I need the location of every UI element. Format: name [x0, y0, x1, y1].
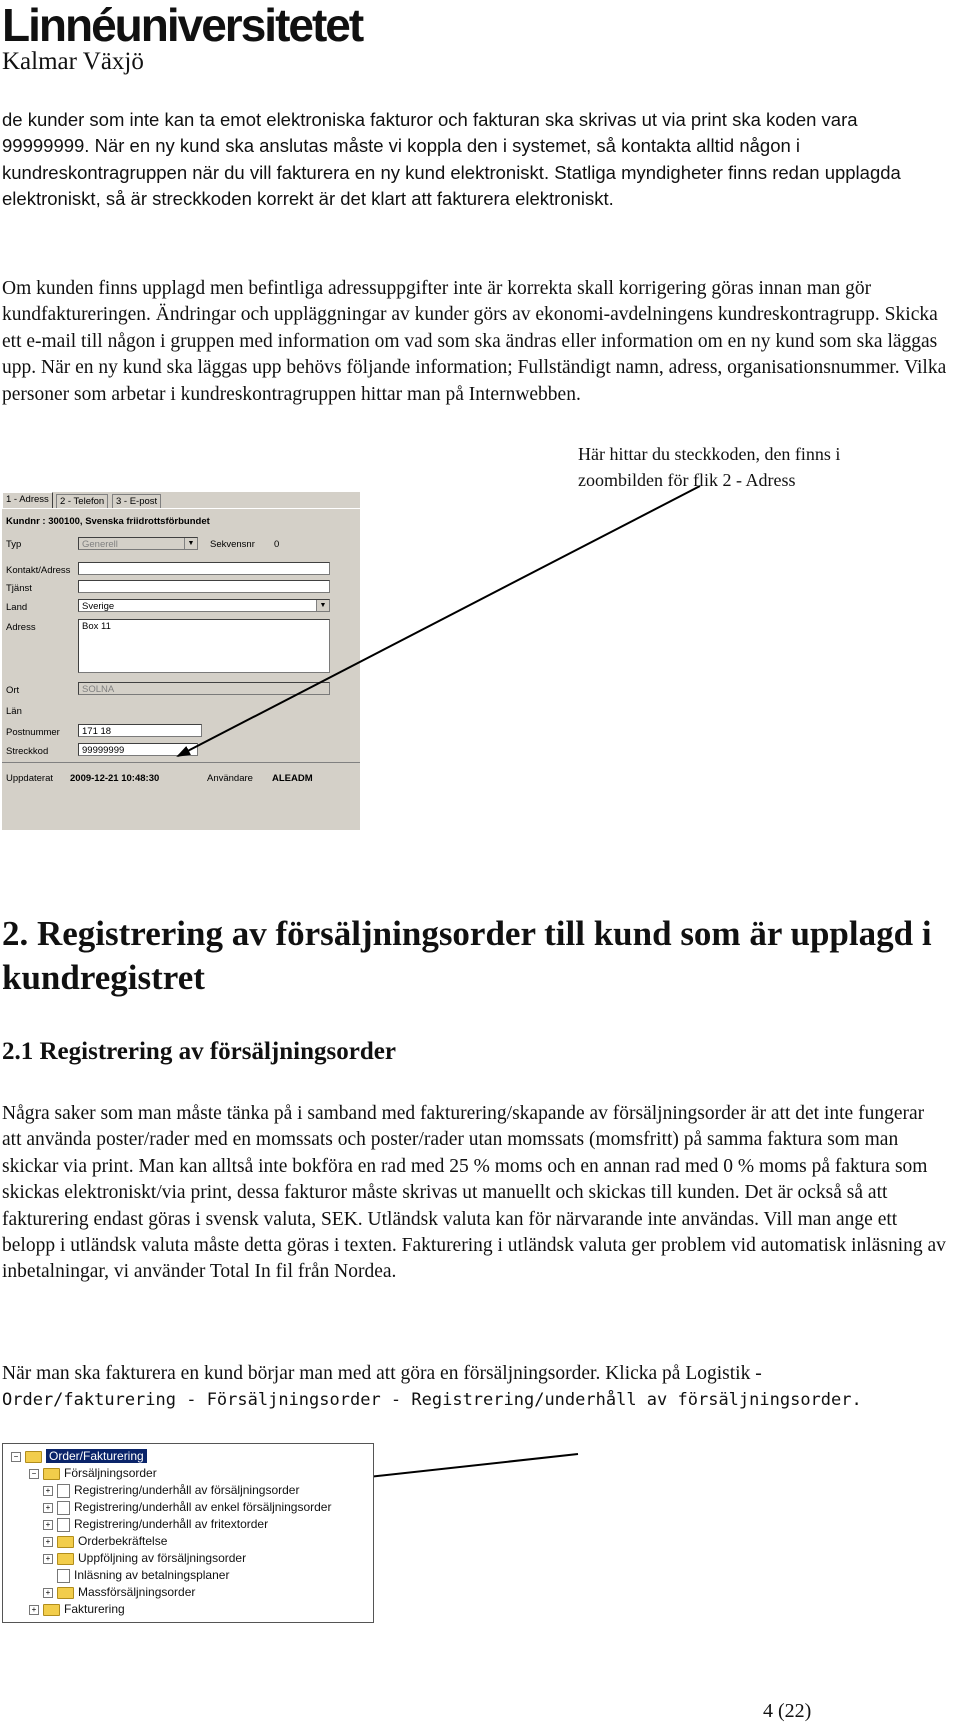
tree-item-registrering-underhall[interactable]: + Registrering/underhåll av försäljningsorder	[43, 1482, 299, 1498]
tab-epost[interactable]: 3 - E-post	[112, 494, 161, 508]
menu-tree-screenshot	[2, 1443, 374, 1623]
streckkod-value: 99999999	[82, 745, 125, 756]
subsection-heading: 2.1 Registrering av försäljningsorder	[2, 1038, 396, 1065]
anvandare-label: Användare	[207, 773, 253, 784]
plus-icon[interactable]: +	[43, 1554, 53, 1564]
chevron-down-icon[interactable]: ▼	[184, 538, 197, 549]
typ-value: Generell	[82, 539, 118, 550]
paragraph-vat-rules: Några saker som man måste tänka på i samband med fakturering/skapande av försäljningsorder är att det inte fungerar att använda poster/rader med en momssats och poster/rader utan momssats (momsfritt) på samma faktura som man skickar via print. Man kan alltså inte bokföra en rad med 25 % moms och en annan rad med 0 % moms på faktura som skickas elektroniskt/via print, dessa fakturor måste skrivas ut manuellt och skickas till kunden. Det är också så att fakturering endast göras i svensk valuta, SEK. Utländsk valuta kan för närvarande inte användas. Vill man ange ett belopp i utländsk valuta måste detta göras i texten. Fakturering i utländsk valuta ger problem vid automatisk inläsning av inbetalningar, vi använder Total In fil från Nordea.	[2, 1103, 946, 1283]
folder-icon	[57, 1587, 74, 1599]
folder-icon	[43, 1468, 60, 1480]
uppdaterat-value: 2009-12-21 10:48:30	[70, 773, 160, 784]
plus-icon[interactable]: +	[43, 1503, 53, 1513]
logo-name: Linnéuniversitetet	[2, 0, 363, 51]
folder-icon	[25, 1451, 42, 1463]
minus-icon[interactable]: −	[29, 1469, 39, 1479]
document-icon	[57, 1569, 70, 1583]
tree-item-forsaljningsorder[interactable]: − Försäljningsorder	[29, 1465, 157, 1481]
folder-icon	[57, 1553, 74, 1565]
navigation-path: Order/fakturering - Försäljningsorder - Registrering/underhåll av försäljningsorder.	[2, 1390, 862, 1411]
lan-label: Län	[6, 706, 22, 717]
document-icon	[57, 1501, 70, 1515]
paragraph-navigation	[2, 1361, 947, 1414]
customer-number-label: Kundnr : 300100, Svenska friidrottsförbundet	[6, 516, 210, 527]
paragraph-customer-correction: Om kunden finns upplagd men befintliga adressuppgifter inte är korrekta skall korrigering göras innan man gör kundfaktureringen. Ändringar och uppläggningar av kunder görs av ekonomi-avdelningens kundreskontragrupp. Skicka ett e-mail till någon i gruppen med information om vad som ska ändras eller information om en ny kund som ska läggas upp. När en ny kund ska läggas upp behövs följande information; Fullständigt namn, adress, organisationsnummer. Vilka personer som arbetar i kundreskontragruppen hittar man på Internwebben.	[2, 278, 947, 405]
postnummer-label: Postnummer	[6, 727, 60, 738]
streckkod-label: Streckkod	[6, 746, 49, 757]
anvandare-value: ALEADM	[272, 773, 313, 784]
tree-item-order-fakturering[interactable]: − Order/Fakturering	[11, 1448, 147, 1464]
document-icon	[57, 1518, 70, 1532]
chevron-down-icon[interactable]: ▼	[316, 600, 329, 611]
ort-value: SOLNA	[82, 684, 115, 695]
tree-item-uppfoljning[interactable]: + Uppföljning av försäljningsorder	[43, 1550, 246, 1566]
page-number: 4 (22)	[763, 1700, 812, 1722]
kontakt-label: Kontakt/Adress	[6, 565, 71, 576]
minus-icon[interactable]: −	[11, 1452, 21, 1462]
sekvensnr-label: Sekvensnr	[210, 539, 255, 550]
tree-item-inlasning[interactable]: Inläsning av betalningsplaner	[57, 1567, 229, 1583]
tree-item-fakturering[interactable]: + Fakturering	[29, 1601, 125, 1617]
sekvensnr-value: 0	[274, 539, 280, 550]
plus-icon[interactable]: +	[43, 1537, 53, 1547]
postnummer-value: 171 18	[82, 726, 112, 737]
ort-label: Ort	[6, 685, 20, 696]
tree-item-enkel-forsaljningsorder[interactable]: + Registrering/underhåll av enkel försäljningsorder	[43, 1499, 331, 1515]
typ-label: Typ	[6, 539, 22, 550]
land-label: Land	[6, 602, 28, 613]
plus-icon[interactable]: +	[29, 1605, 39, 1615]
tjanst-label: Tjänst	[6, 583, 32, 594]
uppdaterat-label: Uppdaterat	[6, 773, 54, 784]
navigation-text: När man ska fakturera en kund börjar man med att göra en försäljningsorder. Klicka på Logistik -	[2, 1363, 762, 1384]
barcode-arrow	[178, 486, 700, 756]
folder-icon	[43, 1604, 60, 1616]
tree-item-massforsaljningsorder[interactable]: + Massförsäljningsorder	[43, 1584, 195, 1600]
tree-item-fritextorder[interactable]: + Registrering/underhåll av fritextorder	[43, 1516, 268, 1532]
folder-icon	[57, 1536, 74, 1548]
document-icon	[57, 1484, 70, 1498]
adress-value: Box 11	[82, 621, 111, 632]
plus-icon[interactable]: +	[43, 1520, 53, 1530]
adress-label: Adress	[6, 622, 36, 633]
logo-subtitle: Kalmar Växjö	[2, 48, 144, 75]
plus-icon[interactable]: +	[43, 1588, 53, 1598]
tab-telefon[interactable]: 2 - Telefon	[56, 494, 108, 508]
land-value: Sverige	[82, 601, 115, 612]
tree-item-orderbekraftelse[interactable]: + Orderbekräftelse	[43, 1533, 167, 1549]
annotation-note: Här hittar du steckkoden, den finns i zoombilden för flik 2 - Adress	[578, 444, 841, 490]
section-heading: 2. Registrering av försäljningsorder till kund som är upplagd i kundregistret	[2, 914, 932, 997]
tab-adress[interactable]: 1 - Adress	[2, 492, 53, 508]
plus-icon[interactable]: +	[43, 1486, 53, 1496]
paragraph-barcode-info: de kunder som inte kan ta emot elektroniska fakturor och fakturan ska skrivas ut via print ska koden vara 99999999. När en ny kund ska anslutas måste vi koppla den i systemet, så kontakta alltid någon i kundreskontragruppen när du vill fakturera en ny kund elektroniskt. Statliga myndigheter finns redan upplagda elektroniskt, så är streckkoden korrekt är det klart att fakturera elektroniskt.	[2, 109, 901, 210]
